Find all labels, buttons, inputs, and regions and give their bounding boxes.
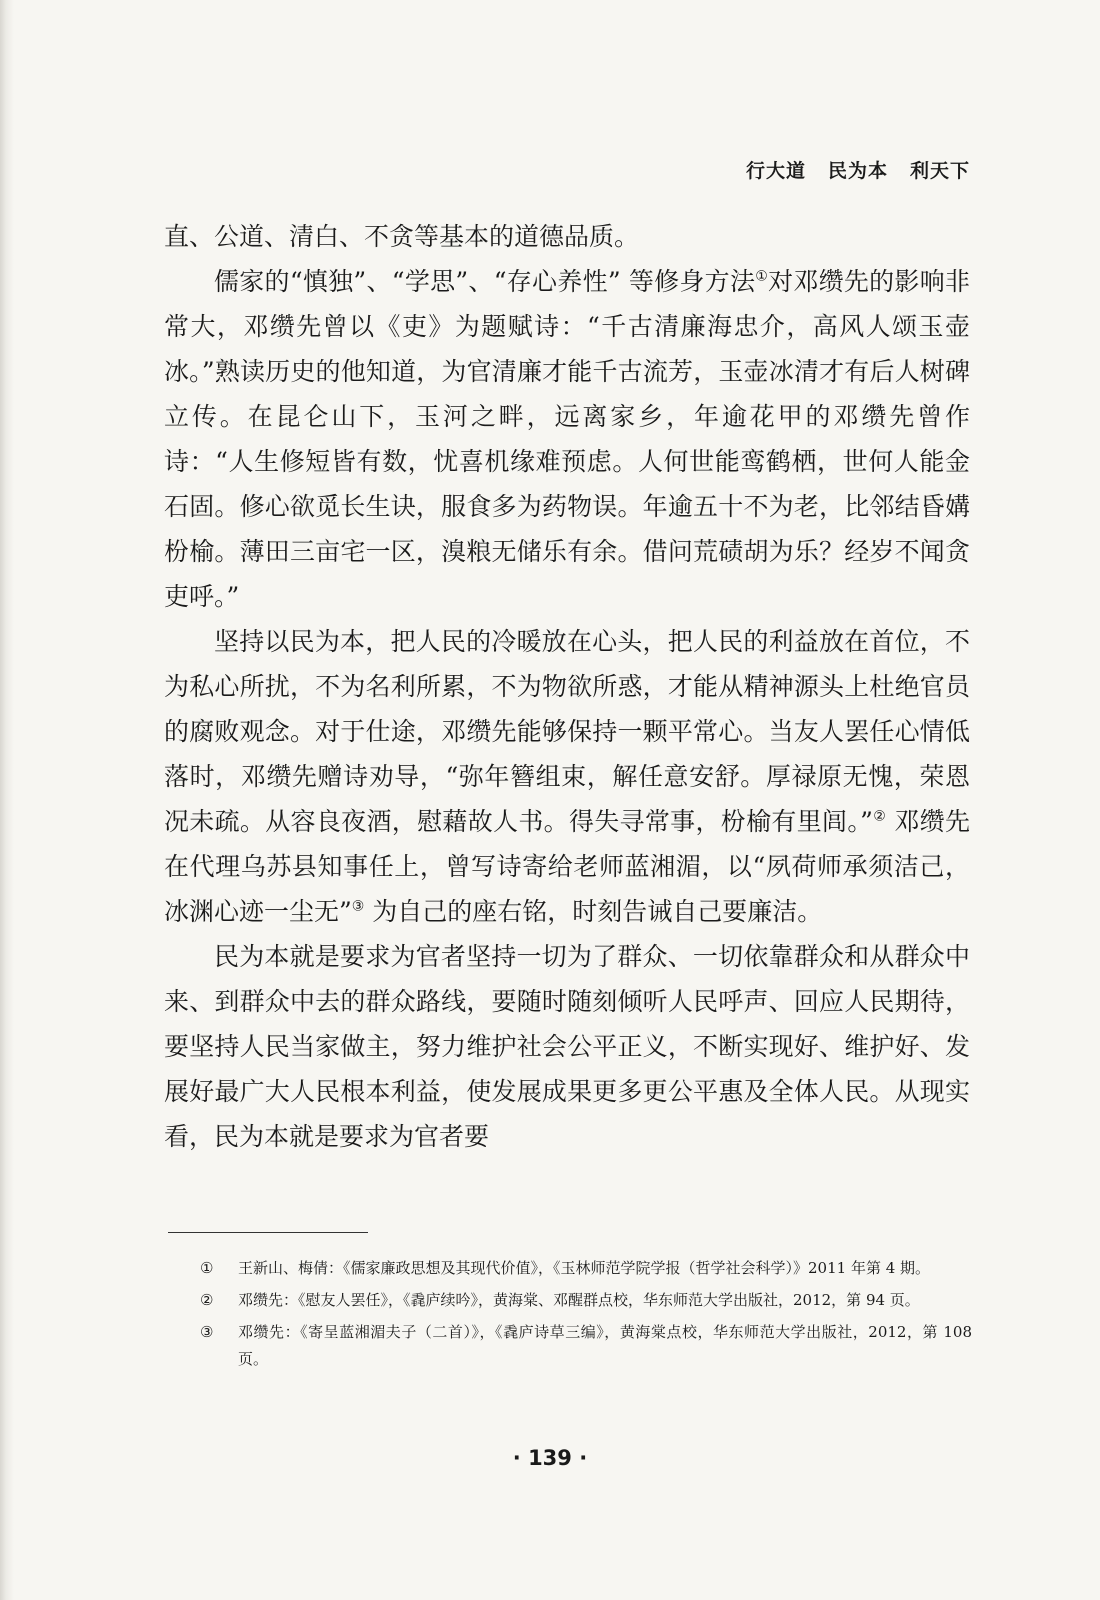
- paragraph-text: 邓缵先在代理乌苏县知事任上，曾写诗寄给老师蓝湘湄，以“夙荷师承须洁己，冰渊心迹一尘无”: [164, 807, 970, 926]
- paragraph-text: 坚持以民为本，把人民的冷暖放在心头，把人民的利益放在首位，不为私心所扰，不为名利所累，不为物欲所惑，才能从精神源头上杜绝官员的腐败观念。对于仕途，邓缵先能够保持一颗平常心。当友人罢任心情低落时，邓缵先赠诗劝导，“弥年簪组束，解任意安舒。厚禄原无愧，荣恩况未疏。从容良夜酒，慰藉故人书。得失寻常事，枌榆有里闾。”: [164, 627, 970, 836]
- footnote-text: 邓缵先：《慰友人罢任》，《毳庐续吟》，黄海棠、邓醒群点校，华东师范大学出版社，2012，第 94 页。: [238, 1291, 920, 1309]
- footnote-divider: [168, 1232, 368, 1233]
- footnote-mark: ③: [200, 1323, 214, 1341]
- footnotes: [200, 1255, 972, 1378]
- paragraph-text: 民为本就是要求为官者坚持一切为了群众、一切依靠群众和从群众中来、到群众中去的群众路线，要随时随刻倾听人民呼声、回应人民期待，要坚持人民当家做主，努力维护社会公平正义，不断实现好、维护好、发展好最广大人民根本利益，使发展成果更多更公平惠及全体人民。从现实看，民为本就是要求为官者要: [164, 942, 970, 1151]
- paragraph: [164, 934, 970, 1159]
- paragraph: [164, 259, 970, 619]
- footnote-mark: ①: [200, 1259, 214, 1277]
- footnote-ref[interactable]: ③: [351, 898, 365, 915]
- footnote-mark: ②: [200, 1291, 214, 1309]
- footnote: [200, 1287, 972, 1314]
- footnote: [200, 1255, 972, 1282]
- footnote-ref[interactable]: ②: [872, 808, 887, 825]
- footnote-ref[interactable]: ①: [755, 268, 769, 285]
- scan-edge-shadow: [0, 0, 14, 1600]
- header-item: 民为本: [827, 160, 888, 182]
- footnote: [200, 1319, 972, 1373]
- footnote-text: 邓缵先：《寄呈蓝湘湄夫子（二首）》，《毳庐诗草三编》，黄海棠点校，华东师范大学出版社，2012，第 108 页。: [238, 1323, 972, 1368]
- paragraph-text: 为自己的座右铭，时刻告诫自己要廉洁。: [364, 897, 823, 926]
- header-item: 行大道: [745, 160, 806, 182]
- paragraph-text: 儒家的“慎独”、“学思”、“存心养性” 等修身方法: [214, 267, 756, 296]
- page-number: · 139 ·: [512, 1446, 588, 1470]
- paragraph-text: 对邓缵先的影响非常大，邓缵先曾以《吏》为题赋诗：“千古清廉海忠介，高风人颂玉壶冰。”熟读历史的他知道，为官清廉才能千古流芳，玉壶冰清才有后人树碑立传。在昆仑山下，玉河之畔，远离家乡，年逾花甲的邓缵先曾作诗：“人生修短皆有数，忧喜机缘难预虑。人何世能鸾鹤栖，世何人能金石固。修心欲觅长生诀，服食多为药物误。年逾五十不为老，比邻结昏媾枌榆。薄田三亩宅一区，溴粮无储乐有余。借问荒碛胡为乐？经岁不闻贪吏呼。”: [164, 267, 970, 611]
- paragraph-continued: [164, 214, 970, 259]
- paragraph: [164, 619, 970, 934]
- body-text: [164, 214, 970, 1159]
- header-item: 利天下: [909, 160, 970, 182]
- running-header: [600, 156, 970, 183]
- footnote-text: 王新山、梅倩：《儒家廉政思想及其现代价值》，《玉林师范学院学报（哲学社会科学）》2011 年第 4 期。: [238, 1259, 931, 1277]
- paragraph-text: 直、公道、清白、不贪等基本的道德品质。: [164, 222, 640, 251]
